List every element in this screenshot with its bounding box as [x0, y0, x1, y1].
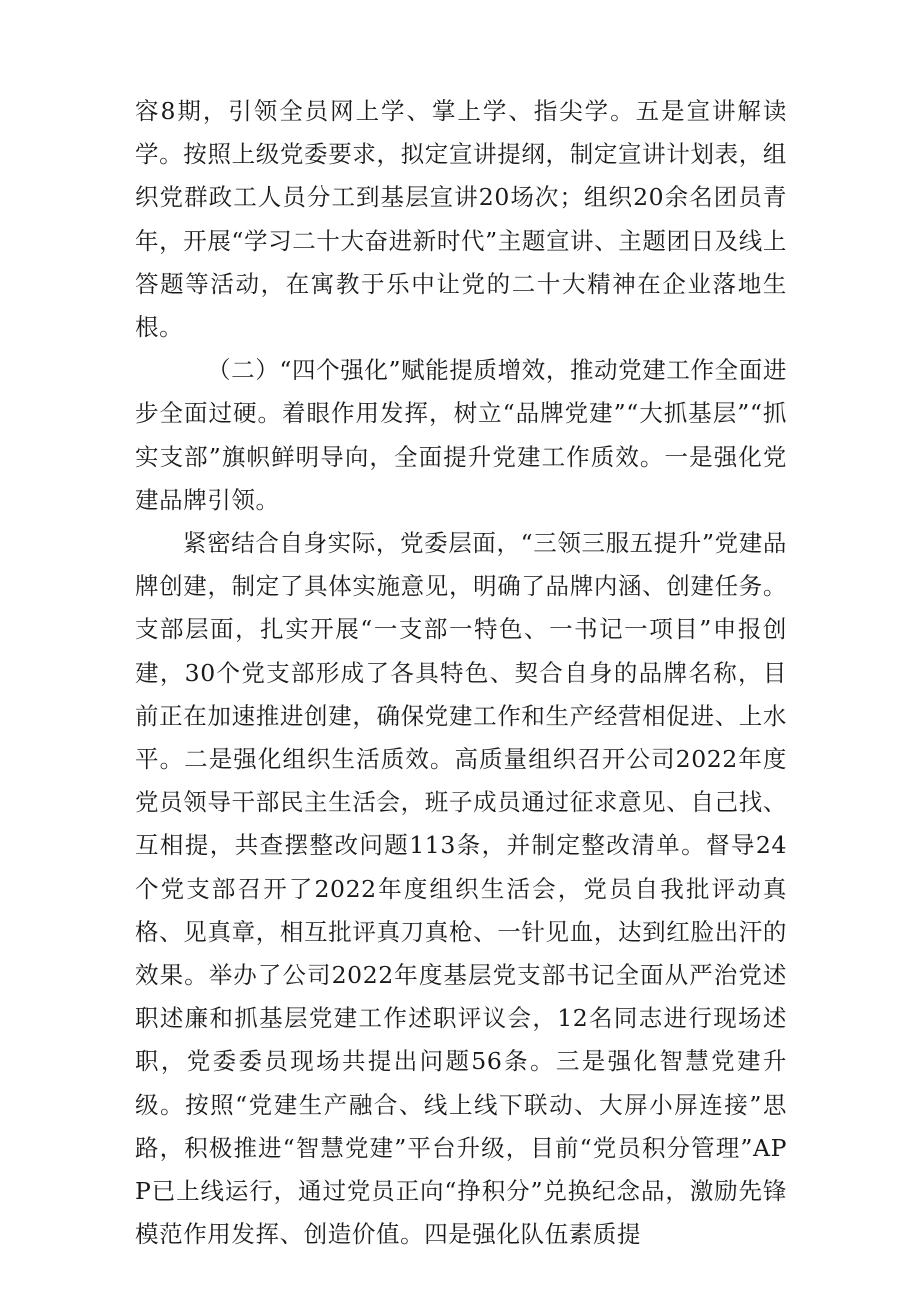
document-body: [135, 90, 787, 1256]
paragraph-brand-building: 紧密结合自身实际，党委层面，“三领三服五提升”党建品牌创建，制定了具体实施意见，明确了品牌内涵、创建任务。支部层面，扎实开展“一支部一特色、一书记一项目”申报创建，30个党支部形成了各具特色、契合自身的品牌名称，目前正在加速推进创建，确保党建工作和生产经营相促进、上水平。二是强化组织生活质效。高质量组织召开公司2022年度党员领导干部民主生活会，班子成员通过征求意见、自己找、互相提，共查摆整改问题113条，并制定整改清单。督导24个党支部召开了2022年度组织生活会，党员自我批评动真格、见真章，相互批评真刀真枪、一针见血，达到红脸出汗的效果。举办了公司2022年度基层党支部书记全面从严治党述职述廉和抓基层党建工作述职评议会，12名同志进行现场述职，党委委员现场共提出问题56条。三是强化智慧党建升级。按照“党建生产融合、线上线下联动、大屏小屏连接”思路，积极推进“智慧党建”平台升级，目前“党员积分管理”APP已上线运行，通过党员正向“挣积分”兑换纪念品，激励先锋模范作用发挥、创造价值。四是强化队伍素质提: [135, 529, 787, 1249]
paragraph-four-strengthen-heading: （二）“四个强化”赋能提质增效，推动党建工作全面进步全面过硬。着眼作用发挥，树立“品牌党建”“大抓基层”“抓实支部”旗帜鲜明导向，全面提升党建工作质效。一是强化党建品牌引领。: [135, 356, 787, 514]
paragraph-study-methods: 容8期，引领全员网上学、掌上学、指尖学。五是宣讲解读学。按照上级党委要求，拟定宣讲提纲，制定宣讲计划表，组织党群政工人员分工到基层宣讲20场次；组织20余名团员青年，开展“学习二十大奋进新时代”主题宣讲、主题团日及线上答题等活动，在寓教于乐中让党的二十大精神在企业落地生根。: [135, 97, 787, 342]
